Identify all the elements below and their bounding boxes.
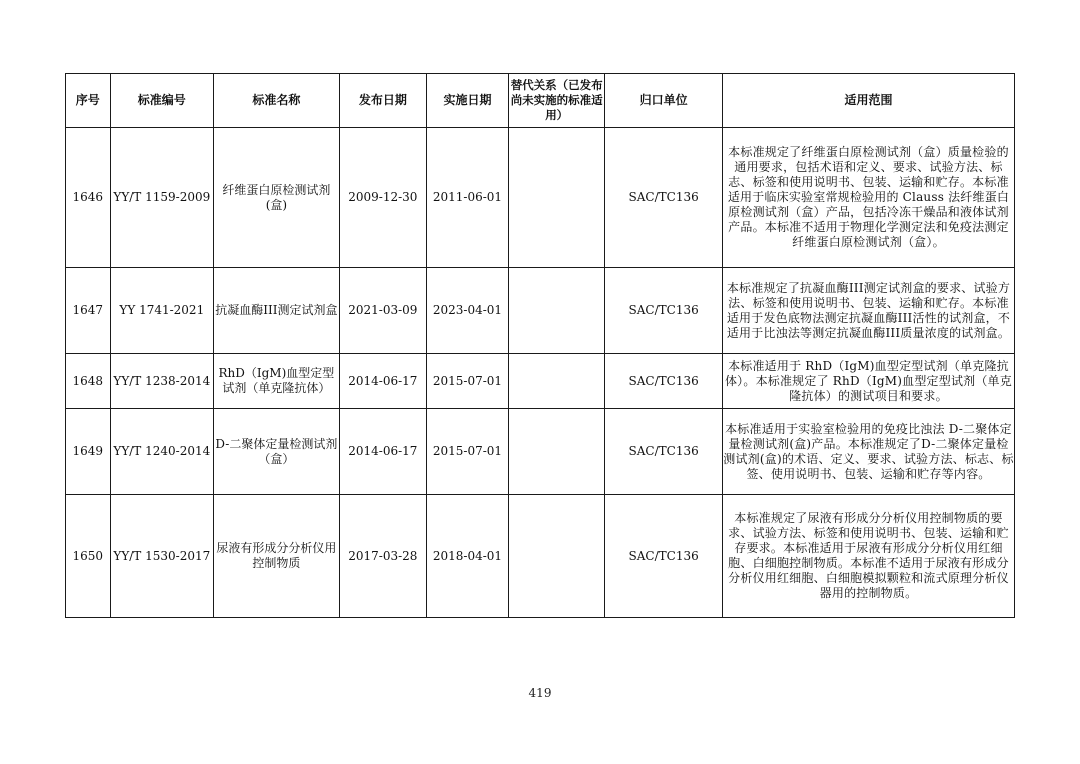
cell-publish-date: 2021-03-09 bbox=[339, 268, 426, 354]
cell-implement-date: 2023-04-01 bbox=[426, 268, 508, 354]
cell-code: YY/T 1238-2014 bbox=[110, 354, 213, 409]
header-replacement: 替代关系（已发布尚未实施的标准适用） bbox=[509, 74, 605, 128]
cell-code: YY 1741-2021 bbox=[110, 268, 213, 354]
cell-replacement bbox=[509, 409, 605, 495]
header-name: 标准名称 bbox=[214, 74, 340, 128]
table-row bbox=[66, 128, 1015, 268]
cell-unit: SAC/TC136 bbox=[605, 128, 723, 268]
cell-publish-date: 2009-12-30 bbox=[339, 128, 426, 268]
table-row bbox=[66, 354, 1015, 409]
cell-unit: SAC/TC136 bbox=[605, 409, 723, 495]
cell-scope: 本标准规定了尿液有形成分分析仪用控制物质的要求、试验方法、标签和使用说明书、包装、运输和贮存要求。本标准适用于尿液有形成分分析仪用红细胞、白细胞控制物质。本标准不适用于尿液有形成分分析仪用红细胞、白细胞模拟颗粒和流式原理分析仪器用的控制物质。 bbox=[722, 495, 1014, 618]
cell-seq: 1647 bbox=[66, 268, 111, 354]
table-row bbox=[66, 409, 1015, 495]
header-scope: 适用范围 bbox=[722, 74, 1014, 128]
cell-scope: 本标准规定了抗凝血酶III测定试剂盒的要求、试验方法、标签和使用说明书、包装、运输和贮存。本标准适用于发色底物法测定抗凝血酶III活性的试剂盒，不适用于比浊法等测定抗凝血酶III质量浓度的试剂盒。 bbox=[722, 268, 1014, 354]
cell-implement-date: 2015-07-01 bbox=[426, 354, 508, 409]
cell-scope: 本标准适用于 RhD（IgM)血型定型试剂（单克隆抗体）。本标准规定了 RhD（IgM)血型定型试剂（单克隆抗体）的测试项目和要求。 bbox=[722, 354, 1014, 409]
cell-publish-date: 2014-06-17 bbox=[339, 409, 426, 495]
cell-unit: SAC/TC136 bbox=[605, 495, 723, 618]
standards-table bbox=[65, 73, 1015, 618]
cell-seq: 1649 bbox=[66, 409, 111, 495]
cell-code: YY/T 1159-2009 bbox=[110, 128, 213, 268]
table-row bbox=[66, 495, 1015, 618]
cell-replacement bbox=[509, 495, 605, 618]
cell-publish-date: 2014-06-17 bbox=[339, 354, 426, 409]
cell-name: 尿液有形成分分析仪用控制物质 bbox=[214, 495, 340, 618]
cell-unit: SAC/TC136 bbox=[605, 268, 723, 354]
cell-replacement bbox=[509, 268, 605, 354]
table-row bbox=[66, 268, 1015, 354]
cell-publish-date: 2017-03-28 bbox=[339, 495, 426, 618]
cell-unit: SAC/TC136 bbox=[605, 354, 723, 409]
header-row bbox=[66, 74, 1015, 128]
header-seq: 序号 bbox=[66, 74, 111, 128]
cell-code: YY/T 1530-2017 bbox=[110, 495, 213, 618]
cell-seq: 1650 bbox=[66, 495, 111, 618]
cell-implement-date: 2018-04-01 bbox=[426, 495, 508, 618]
cell-code: YY/T 1240-2014 bbox=[110, 409, 213, 495]
header-implement-date: 实施日期 bbox=[426, 74, 508, 128]
page-number: 419 bbox=[528, 686, 552, 700]
cell-replacement bbox=[509, 128, 605, 268]
cell-implement-date: 2011-06-01 bbox=[426, 128, 508, 268]
cell-name: RhD（IgM)血型定型试剂（单克隆抗体） bbox=[214, 354, 340, 409]
cell-name: D-二聚体定量检测试剂（盒） bbox=[214, 409, 340, 495]
cell-name: 纤维蛋白原检测试剂(盒) bbox=[214, 128, 340, 268]
header-publish-date: 发布日期 bbox=[339, 74, 426, 128]
header-code: 标准编号 bbox=[110, 74, 213, 128]
cell-replacement bbox=[509, 354, 605, 409]
cell-implement-date: 2015-07-01 bbox=[426, 409, 508, 495]
cell-seq: 1646 bbox=[66, 128, 111, 268]
cell-name: 抗凝血酶III测定试剂盒 bbox=[214, 268, 340, 354]
cell-scope: 本标准规定了纤维蛋白原检测试剂（盒）质量检验的通用要求，包括术语和定义、要求、试验方法、标志、标签和使用说明书、包装、运输和贮存。本标准适用于临床实验室常规检验用的 Clauss 法纤维蛋白原检测试剂（盒）产品，包括冷冻干燥品和液体试剂产品。本标准不适用于物理化学测定法和免疫法测定纤维蛋白原检测试剂（盒）。 bbox=[722, 128, 1014, 268]
header-unit: 归口单位 bbox=[605, 74, 723, 128]
cell-scope: 本标准适用于实验室检验用的免疫比浊法 D-二聚体定量检测试剂(盒)产品。本标准规定了D-二聚体定量检测试剂(盒)的术语、定义、要求、试验方法、标志、标签、使用说明书、包装、运输和贮存等内容。 bbox=[722, 409, 1014, 495]
cell-seq: 1648 bbox=[66, 354, 111, 409]
